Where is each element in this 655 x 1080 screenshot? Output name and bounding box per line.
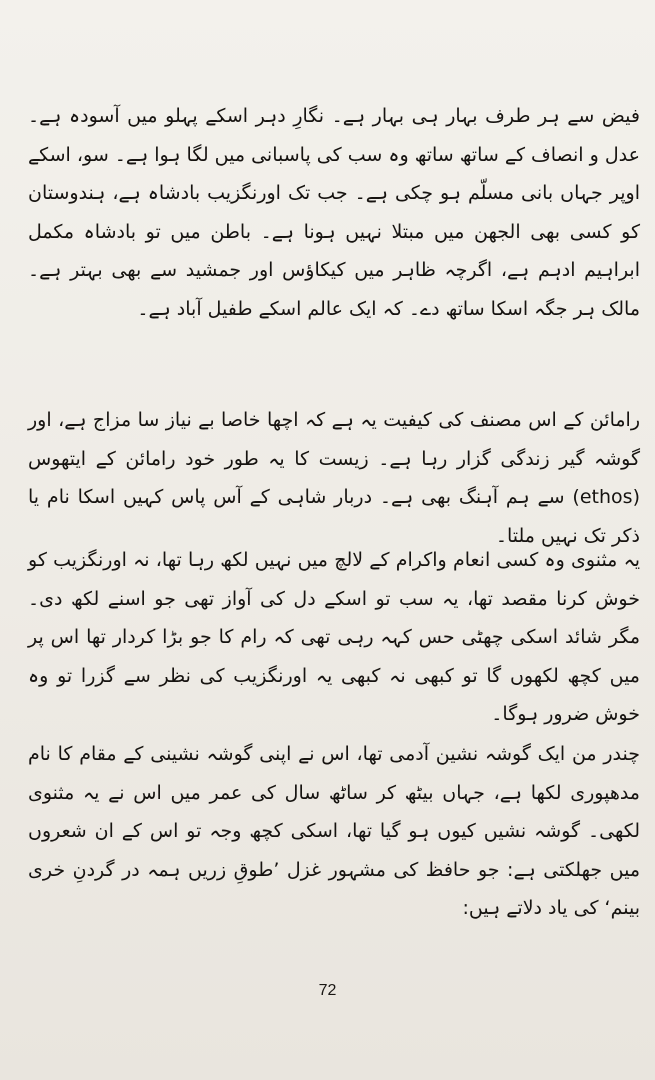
paragraph-chandarman-seclusion: چندر من ایک گوشہ نشین آدمی تھا، اس نے اپنی گوشہ نشینی کے مقام کا نام مدھپوری لکھا ہے، جہاں بیٹھ کر ساٹھ سال کی عمر میں اس نے یہ مثنوی لکھی۔ گوشہ نشیں کیوں ہو گیا تھا، اسکی کچھ وجہ تو اس کے ان شعروں میں جھلکتی ہے: جو حافظ کی مشہور غزل ’طوقِ زریں ہمہ در گردنِ خری بینم‘ کی یاد دلاتے ہیں: [28, 743, 640, 919]
page-number: 72 [318, 982, 337, 999]
paragraph-ramayan-author: رامائن کے اس مصنف کی کیفیت یہ ہے کہ اچھا خاصا بے نیاز سا مزاج ہے، اور گوشہ گیر زندگی گزار رہا ہے۔ زیست کا یہ طور خود رامائن کے ایتھوس (ethos) سے ہم آہنگ بھی ہے۔ دربار شاہی کے آس پاس کہیں اسکا نام یا ذکر تک نہیں ملتا۔ [28, 409, 640, 547]
paragraph-masnavi-motive: یہ مثنوی وہ کسی انعام واکرام کے لالچ میں نہیں لکھ رہا تھا، نہ اورنگزیب کو خوش کرنا مقصد تھا، یہ سب تو اسکے دل کی آواز تھی جو اسنے لکھ دی۔ مگر شائد اسکی چھٹی حس کہہ رہی تھی کہ رام کا جو بڑا کردار تھا اس پر میں کچھ لکھوں گا تو کبھی نہ کبھی یہ اورنگزیب کی نظر سے گزرا تو وہ خوش ضرور ہوگا۔ [28, 549, 640, 725]
paragraph-aurangzeb-praise: فیض سے ہر طرف بہار ہی بہار ہے۔ نگارِ دہر اسکے پہلو میں آسودہ ہے۔ عدل و انصاف کے ساتھ ساتھ وہ سب کی پاسبانی میں لگا ہوا ہے۔ سو، اسکے اوپر جہاں بانی مسلّم ہو چکی ہے۔ جب تک اورنگزیب بادشاہ ہے، ہندوستان کو کسی بھی الجھن میں مبتلا نہیں ہونا ہے۔ باطن میں تو بادشاہ مکمل ابراہیم ادہم ہے، اگرچہ ظاہر میں کیکاؤس اور جمشید سے بھی بہتر ہے۔ مالک ہر جگہ اسکا ساتھ دے۔ کہ ایک عالم اسکے طفیل آباد ہے۔ [28, 105, 640, 320]
